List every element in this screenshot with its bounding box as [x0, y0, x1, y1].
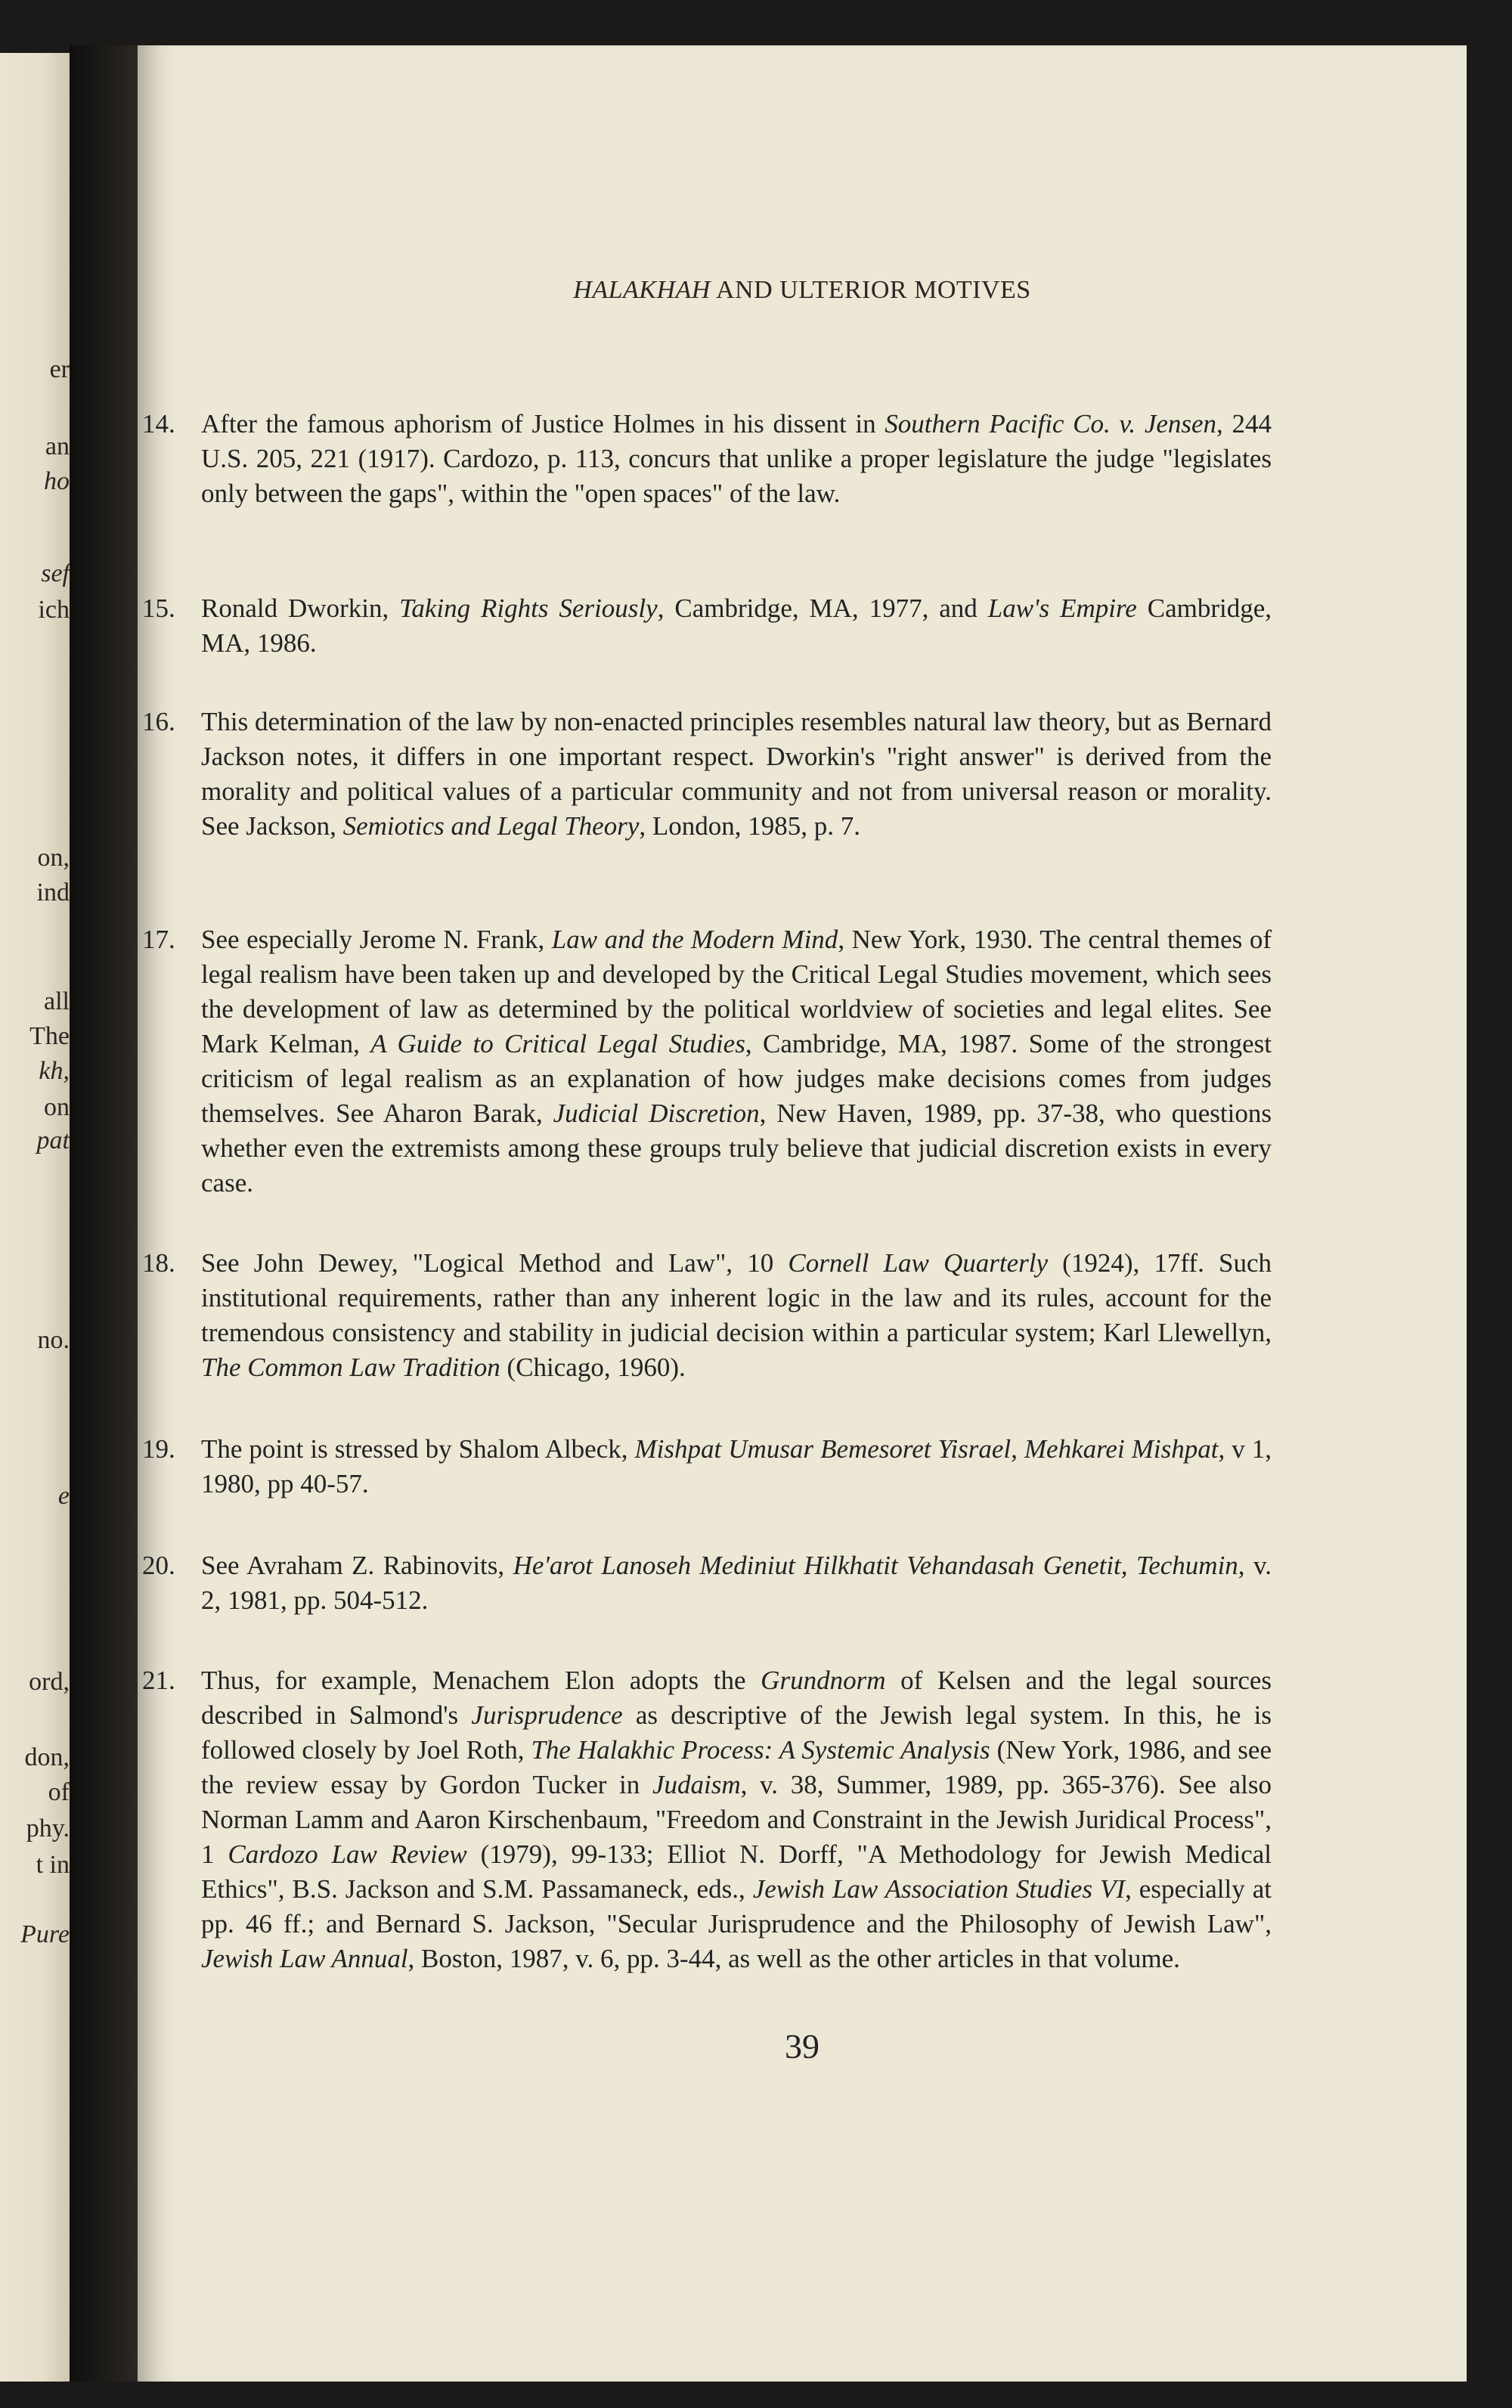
footnote-italic-segment: A Guide to Critical Legal Studies [370, 1029, 745, 1058]
left-page-fragment: phy. [26, 1815, 70, 1842]
footnote-text [201, 591, 1272, 661]
footnote-17 [138, 922, 1272, 1201]
footnote-italic-segment: Grundnorm [761, 1666, 886, 1695]
left-page-fragment: ich [38, 596, 70, 624]
footnote-segment: , 244 U.S. 205, 221 (1917). Cardozo, p. 113, concurs that unlike a proper legislature the judge "legislates only between the gaps", within the "open spaces" of the law. [201, 409, 1272, 508]
footnote-number: 18. [142, 1248, 175, 1278]
footnote-italic-segment: Law's Empire [987, 593, 1137, 623]
footnote-italic-segment: Jurisprudence [471, 1700, 623, 1730]
left-page-fragment: ho [44, 467, 70, 495]
running-head-rest: AND ULTERIOR MOTIVES [710, 276, 1031, 304]
footnote-italic-segment: The Halakhic Process: A Systemic Analysis [531, 1735, 990, 1765]
footnote-segment: , New Haven, 1989, pp. 37-38, who questions whether even the extremists among these groups truly believe that judicial discretion exists in every case. [201, 1099, 1272, 1198]
footnote-segment: , Boston, 1987, v. 6, pp. 3-44, as well as the other articles in that volume. [407, 1944, 1180, 1973]
left-page-fragment: no. [37, 1326, 70, 1354]
left-page-fragment: sef [41, 559, 70, 587]
left-page-fragment: kh, [39, 1057, 70, 1085]
left-page-fragment: pat [36, 1127, 70, 1154]
footnote-italic-segment: Law and the Modern Mind [551, 925, 838, 954]
footnote-italic-segment: Cardozo Law Review [228, 1839, 467, 1869]
footnote-number: 16. [142, 707, 175, 736]
footnote-15 [138, 591, 1272, 661]
footnote-number: 19. [142, 1434, 175, 1464]
left-page-fragment: ord, [29, 1668, 70, 1696]
running-head [138, 276, 1467, 305]
right-page [138, 45, 1467, 2382]
footnote-14 [138, 407, 1272, 511]
left-page-fragment: on [44, 1093, 70, 1121]
footnote-text [201, 1548, 1272, 1618]
book-gutter [70, 45, 138, 2382]
left-page-fragment: Pure [20, 1920, 70, 1948]
left-page-fragment: an [45, 432, 70, 460]
left-page-fragment: er [49, 355, 70, 383]
footnote-18 [138, 1246, 1272, 1385]
footnote-segment: , Cambridge, MA, 1987. Some of the strongest criticism of legal realism as an explanation of how judges make decisions comes from judges themselves. See Aharon Barak, [201, 1029, 1272, 1128]
footnote-italic-segment: Cornell Law Quarterly [788, 1248, 1049, 1278]
footnote-text [201, 1663, 1272, 1976]
footnote-italic-segment: Jewish Law Association Studies VI [752, 1874, 1126, 1904]
footnote-text [201, 1246, 1272, 1385]
footnote-italic-segment: Semiotics and Legal Theory [342, 811, 640, 841]
footnote-text [201, 1432, 1272, 1502]
footnote-segment: (1979), 99-133; Elliot N. Dorff, "A Methodology for Jewish Medical Ethics", B.S. Jackson and S.M. Passamaneck, eds., [201, 1839, 1272, 1904]
footnote-segment: , v 1, 1980, pp 40-57. [201, 1434, 1272, 1498]
left-page-fragment: ind [36, 879, 70, 906]
footnote-segment: , v. 2, 1981, pp. 504-512. [201, 1551, 1272, 1615]
footnote-italic-segment: Mishpat Umusar Bemesoret Yisrael, Mehkarei Mishpat [634, 1434, 1219, 1464]
footnote-number: 21. [142, 1666, 175, 1695]
left-page-fragment: e [57, 1482, 70, 1510]
footnote-segment: Cambridge, MA, 1986. [201, 593, 1272, 658]
footnote-segment: , v. 38, Summer, 1989, pp. 365-376). See also Norman Lamm and Aaron Kirschenbaum, "Freedom and Constraint in the Jewish Juridical Process", 1 [201, 1770, 1272, 1869]
footnote-21 [138, 1663, 1272, 1976]
page-number: 39 [785, 2027, 820, 2066]
left-page-fragment: The [29, 1022, 70, 1050]
footnote-text [201, 705, 1272, 844]
footnote-segment: of Kelsen and the legal sources described in Salmond's [201, 1666, 1272, 1730]
running-head-italic: HALAKHAH [573, 276, 711, 304]
footnote-segment: (1924), 17ff. Such institutional requirements, rather than any inherent logic in the law and its rules, account for the tremendous consistency and stability in judicial decision within a particular system; Karl Llewellyn, [201, 1248, 1272, 1347]
footnote-italic-segment: Judaism [652, 1770, 741, 1799]
left-page-fragment: don, [24, 1743, 70, 1771]
footnote-segment: , especially at pp. 46 ff.; and Bernard S. Jackson, "Secular Jurisprudence and the Philosophy of Jewish Law", [201, 1874, 1272, 1938]
footnote-italic-segment: Judicial Discretion [553, 1099, 760, 1128]
footnote-text [201, 922, 1272, 1201]
left-page-fragment: all [44, 987, 70, 1015]
footnote-segment: , Cambridge, MA, 1977, and [657, 593, 988, 623]
footnote-segment: This determination of the law by non-enacted principles resembles natural law theory, but as Bernard Jackson notes, it differs in one important respect. Dworkin's "right answer" is derived from the morality and political values of a particular community and not from universal reason or morality. See Jackson, [201, 707, 1272, 841]
footnote-segment: Thus, for example, Menachem Elon adopts the [201, 1666, 761, 1695]
footnote-italic-segment: The Common Law Tradition [201, 1353, 500, 1382]
footnote-number: 15. [142, 593, 175, 623]
left-page-fragment: of [48, 1778, 70, 1806]
footnote-italic-segment: Jewish Law Annual [201, 1944, 408, 1973]
footnote-italic-segment: Southern Pacific Co. v. Jensen [885, 409, 1217, 439]
footnote-segment: See Avraham Z. Rabinovits, [201, 1551, 513, 1580]
left-page-fragment: t in [36, 1851, 70, 1879]
footnote-19 [138, 1432, 1272, 1502]
footnote-segment: as descriptive of the Jewish legal system. In this, he is followed closely by Joel Roth, [201, 1700, 1272, 1765]
left-page-fragment: on, [37, 844, 70, 872]
footnote-text [201, 407, 1272, 511]
left-page-edge [0, 53, 70, 2382]
footnote-segment: , New York, 1930. The central themes of legal realism have been taken up and developed by the Critical Legal Studies movement, which sees the development of law as determined by the political worldview of societies and legal elites. See Mark Kelman, [201, 925, 1272, 1058]
footnote-16 [138, 705, 1272, 844]
footnote-italic-segment: Taking Rights Seriously [399, 593, 658, 623]
footnote-segment: The point is stressed by Shalom Albeck, [201, 1434, 635, 1464]
footnote-segment: (New York, 1986, and see the review essay by Gordon Tucker in [201, 1735, 1272, 1799]
footnote-segment: , London, 1985, p. 7. [639, 811, 861, 841]
footnote-20 [138, 1548, 1272, 1618]
footnote-number: 20. [142, 1551, 175, 1580]
footnote-segment: (Chicago, 1960). [500, 1353, 686, 1382]
footnote-segment: Ronald Dworkin, [201, 593, 400, 623]
footnote-number: 17. [142, 925, 175, 954]
footnote-segment: See John Dewey, "Logical Method and Law", 10 [201, 1248, 789, 1278]
footnote-italic-segment: He'arot Lanoseh Mediniut Hilkhatit Vehandasah Genetit, Techumin [513, 1551, 1238, 1580]
footnote-segment: See especially Jerome N. Frank, [201, 925, 552, 954]
footnote-number: 14. [142, 409, 175, 439]
footnote-segment: After the famous aphorism of Justice Holmes in his dissent in [201, 409, 885, 439]
